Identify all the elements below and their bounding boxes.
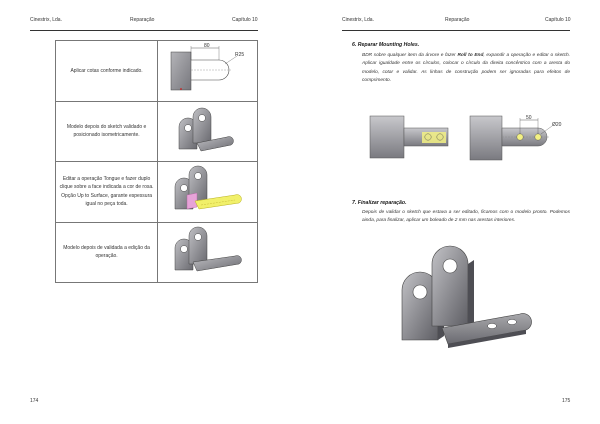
holes-after-figure: [468, 112, 572, 164]
step-image: [158, 101, 258, 162]
holes-before-figure: [366, 112, 456, 162]
dim-r25-label: R25: [234, 52, 244, 58]
bracket-iso-figure: [161, 103, 255, 157]
header-title: Reparação: [130, 17, 155, 23]
section-7-body: Depois de validar o sketch que estava a ser editado, ficamos com o modelo pronto. Podemos ainda, para finalizar, aplicar um boleado de 2 mm nas arestas interiores.: [362, 210, 570, 224]
table-row: [56, 101, 258, 162]
step-text: Aplicar cotas conforme indicado.: [56, 41, 158, 102]
page-number: 174: [30, 398, 39, 404]
final-bracket-figure: [396, 240, 536, 358]
section-6-title: Reparar Mounting Holes.: [357, 42, 420, 48]
header-rule: [342, 30, 570, 31]
section-7-number: 7.: [352, 200, 357, 206]
step-text: Modelo depois do sketch validado e posicionado isometricamente.: [56, 101, 158, 162]
roll-to-end-term: Roll to End: [457, 53, 484, 58]
section-7-heading: [352, 200, 407, 206]
page-number: 175: [562, 398, 571, 404]
header-company: Cinestrix, Lda.: [342, 17, 374, 23]
step-image: [158, 162, 258, 223]
dim-d20-label: Ø20: [552, 122, 562, 128]
section-6-number: 6.: [352, 42, 357, 48]
table-row: [56, 162, 258, 223]
dim-50-label: 50: [526, 115, 532, 121]
step-text: Editar a operação Tongue e fazer duplo clique sobre a face indicada a cor de rosa. Opção Up to Surface, garante espessura igual no peça toda.: [56, 162, 158, 223]
header-chapter: Capítulo 10: [545, 17, 571, 23]
step-image: [158, 41, 258, 102]
header-rule: [30, 30, 258, 31]
section-6-heading: [352, 42, 419, 48]
steps-table: [55, 40, 258, 283]
table-row: [56, 222, 258, 283]
dim-80-label: 80: [203, 43, 210, 49]
section-6-body: BDR sobre qualquer item da árvore e fazer Roll to End, expandir a operação e editar o sketch. Aplicar igualdade entre os círculos, colocar o círculo da direita concêntrico com a aresta do modelo, cotar e validar. As linhas de construção podem ser ignoradas para efeitos de comprimento.: [362, 53, 571, 84]
header-company: Cinestrix, Lda.: [30, 17, 62, 23]
step-image: [158, 222, 258, 283]
right-page: [300, 0, 600, 424]
table-row: [56, 41, 258, 102]
tongue-edit-figure: [161, 163, 255, 217]
header-chapter: Capítulo 10: [232, 17, 258, 23]
section-7-title: Finalizar reparação.: [357, 200, 407, 206]
step-text: Modelo depois de validada a edição da operação.: [56, 222, 158, 283]
sketch-dimension-figure: [161, 42, 255, 96]
bracket-final-figure: [161, 224, 255, 278]
header-title: Reparação: [445, 17, 470, 23]
